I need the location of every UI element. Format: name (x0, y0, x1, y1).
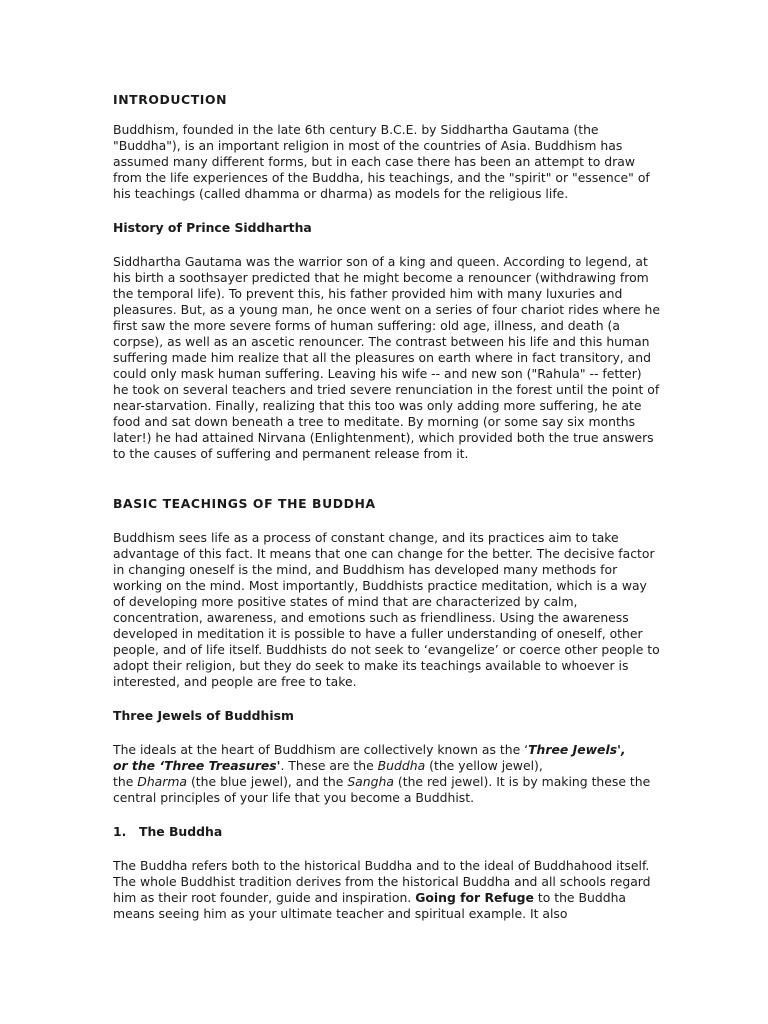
jewels-heading: Three Jewels of Buddhism (113, 708, 294, 723)
intro-paragraph: Buddhism, founded in the late 6th century B.C.E. by Siddhartha Gautama (the "Buddha"), is an important religion in most of the countries of Asia. Buddhism has assumed many different forms, but in each case there has been an attempt to draw from the life experiences of the Buddha, his teachings, and the "spirit" or "essence" of his teachings (called dhamma or dharma) as models for the religious life. (113, 122, 650, 201)
three-jewels-term: Three Jewels', (528, 742, 626, 757)
history-heading: History of Prince Siddhartha (113, 220, 312, 235)
document-page (113, 92, 661, 922)
section-title: The Buddha (139, 824, 223, 839)
jewels-text-these: . These are the (280, 758, 378, 773)
sangha-term: Sangha (347, 774, 394, 789)
three-treasures-term: Three Treasures' (164, 758, 281, 773)
jewels-text-start: The ideals at the heart of Buddhism are collectively known as the ‘ (113, 742, 529, 757)
red-jewel-text: (the red jewel). It is by making these the central principles of your life that you become a Buddhist. (113, 774, 651, 805)
dharma-term: Dharma (137, 774, 188, 789)
teachings-heading: BASIC TEACHINGS OF THE BUDDHA (113, 496, 376, 511)
history-paragraph: Siddhartha Gautama was the warrior son of a king and queen. According to legend, at his birth a soothsayer predicted that he might become a renouncer (withdrawing from the temporal life). To prevent this, his father provided him with many luxuries and pleasures. But, as a young man, he once went on a series of four chariot rides where he first saw the more severe forms of human suffering: old age, illness, and death (a corpse), as well as an ascetic renouncer. The contrast between his life and this human suffering made him realize that all the pleasures on earth where in fact transitory, and could only mask human suffering. Leaving his wife -- and new son ("Rahula" -- fetter) he took on several teachers and tried severe renunciation in the forest until the point of near-starvation. Finally, realizing that this too was only adding more suffering, he ate food and sat down beneath a tree to meditate. By morning (or some say six months later!) he had attained Nirvana (Enlightenment), which provided both the true answers to the causes of suffering and permanent release from it. (113, 254, 660, 461)
blue-jewel-text: (the blue jewel), and the (187, 774, 348, 789)
or-the-text: or the ‘ (113, 758, 165, 773)
teachings-paragraph: Buddhism sees life as a process of constant change, and its practices aim to take advantage of this fact. It means that one can change for the better. The decisive factor in changing oneself is the mind, and Buddhism has developed many methods for working on the mind. Most importantly, Buddhists practice meditation, which is a way of developing more positive states of mind that are characterized by calm, concentration, awareness, and emotions such as friendliness. Using the awareness developed in meditation it is possible to have a fuller understanding of oneself, other people, and of life itself. Buddhists do not seek to ‘evangelize’ or coerce other people to adopt their religion, but they do seek to make its teachings available to whoever is interested, and people are free to take. (113, 530, 660, 689)
intro-heading: INTRODUCTION (113, 92, 228, 107)
buddha-section-heading (113, 824, 661, 840)
the-text: the (113, 774, 138, 789)
buddha-paragraph (113, 858, 661, 922)
buddha-text-end: to the Buddha means seeing him as your ultimate teacher and spiritual example. It also (113, 890, 627, 921)
section-number: 1. (113, 824, 127, 839)
jewels-paragraph (113, 742, 661, 806)
buddha-term: Buddha (377, 758, 426, 773)
buddha-text-start: The Buddha refers both to the historical Buddha and to the ideal of Buddhahood itself. The whole Buddhist tradition derives from the historical Buddha and all schools regard him as their root founder, guide and inspiration. (113, 858, 651, 905)
going-for-refuge-term: Going for Refuge (415, 890, 534, 905)
yellow-jewel-text: (the yellow jewel), (425, 758, 543, 773)
